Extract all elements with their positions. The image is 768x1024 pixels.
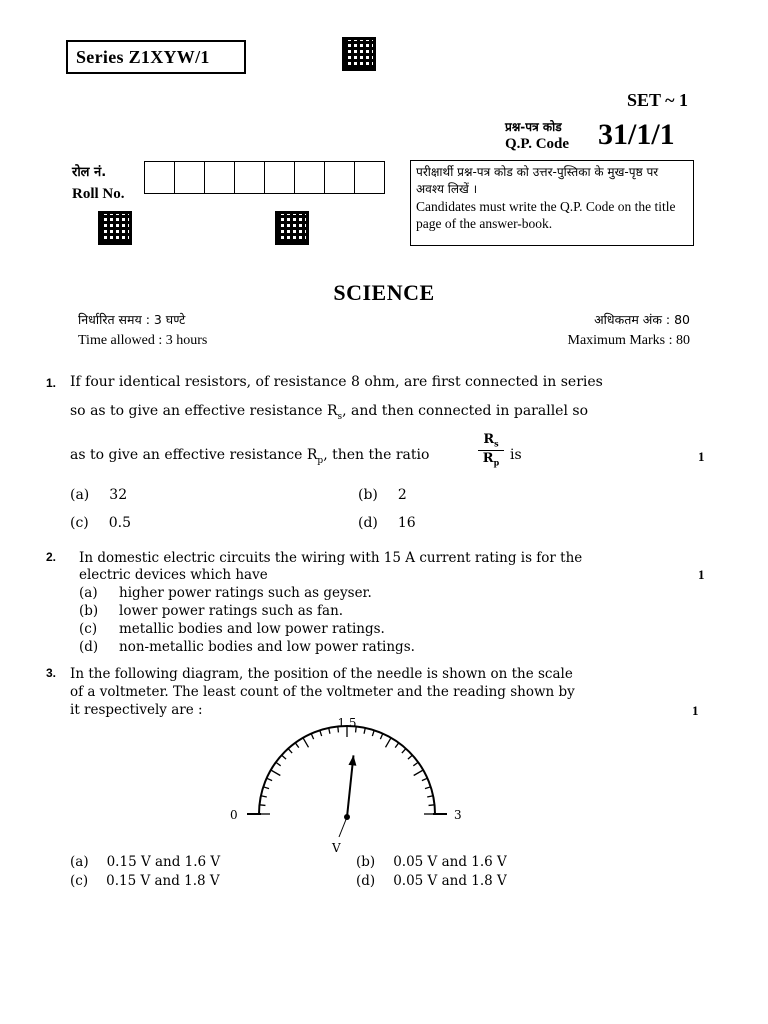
roll-digit-box[interactable]: [235, 162, 265, 193]
scale-tick: [276, 762, 281, 766]
instruction-note-english: Candidates must write the Q.P. Code on the title page of the answer-book.: [416, 199, 676, 231]
question-text: it respectively are :: [70, 702, 203, 718]
voltmeter-scale: [247, 726, 447, 837]
scale-tick: [380, 734, 382, 739]
option-b: (b) lower power ratings such as fan.: [79, 603, 344, 619]
scale-tick: [364, 728, 365, 734]
unit-label: V: [332, 841, 341, 855]
scale-tick: [303, 738, 309, 748]
roll-digit-box[interactable]: [205, 162, 235, 193]
roll-digit-box[interactable]: [145, 162, 175, 193]
scale-tick: [425, 787, 431, 789]
max-marks-hindi: अधिकतम अंक : 80: [594, 312, 690, 327]
option-a: (a) higher power ratings such as geyser.: [79, 585, 372, 601]
question-text: If four identical resistors, of resistance 8 ohm, are first connected in series: [70, 374, 603, 390]
option-b: (b) 2: [358, 487, 407, 503]
qr-code-icon: [275, 211, 309, 245]
time-allowed-hindi: निर्धारित समय : 3 घण्टे: [78, 312, 186, 327]
roll-digit-box[interactable]: [175, 162, 205, 193]
scale-tick: [288, 749, 292, 753]
max-marks: Maximum Marks : 80: [567, 333, 690, 348]
question-text: electric devices which have: [79, 567, 268, 583]
roll-digit-box[interactable]: [325, 162, 355, 193]
question-text: In domestic electric circuits the wiring with 15 A current rating is for the: [79, 550, 583, 566]
unit-pointer-line: [339, 817, 347, 837]
option-c: (c) 0.5: [70, 515, 132, 531]
subject-title: SCIENCE: [333, 280, 435, 305]
roll-digit-box[interactable]: [295, 162, 325, 193]
scale-tick: [413, 762, 418, 766]
scale-tick: [395, 743, 399, 748]
scale-tick: [282, 755, 286, 759]
question-text: as to give an effective resistance $R_p$, then the ratio: [70, 447, 430, 466]
scale-tick: [386, 738, 392, 748]
scale-tick: [414, 770, 424, 776]
scale-tick: [422, 778, 427, 780]
scale-min-label: 0: [230, 808, 238, 822]
series-box: Series Z1XYW/1: [66, 40, 246, 74]
set-label: SET ~ 1: [626, 90, 688, 110]
question-text: of a voltmeter. The least count of the voltmeter and the reading shown by: [70, 684, 575, 700]
option-a: (a) 32: [70, 487, 128, 503]
scale-tick: [408, 755, 412, 759]
marks-label: 1: [698, 567, 705, 582]
voltmeter-diagram: [220, 712, 480, 862]
scale-tick: [311, 734, 313, 739]
roll-number-boxes[interactable]: [144, 161, 385, 194]
instruction-note: [410, 160, 694, 246]
scale-tick: [267, 778, 272, 780]
question-text: so as to give an effective resistance $R_s$, and then connected in parallel so: [70, 403, 589, 422]
scale-tick: [402, 749, 406, 753]
option-c: (c) metallic bodies and low power ratings.: [79, 621, 385, 637]
scale-tick: [427, 796, 433, 797]
scale-arc: [259, 726, 435, 814]
ratio-fraction: $R_s$ $R_p$: [478, 432, 504, 467]
scale-tick: [259, 805, 265, 806]
instruction-note-hindi: परीक्षार्थी प्रश्न-पत्र कोड को उत्तर-पुस्तिका के मुख-पृष्ठ पर अवश्य लिखें ।: [416, 165, 659, 196]
time-allowed: Time allowed : 3 hours: [78, 333, 208, 348]
marks-label: 1: [692, 703, 699, 718]
scale-tick: [372, 730, 374, 736]
qr-code-icon: [342, 37, 376, 71]
question-number: 2.: [46, 550, 57, 564]
qp-code-hindi-label: प्रश्न-पत्र कोड: [505, 120, 562, 134]
qp-code-label: Q.P. Code: [505, 136, 570, 152]
scale-tick: [429, 805, 435, 806]
question-number: 1.: [46, 376, 57, 390]
option-d: (d) non-metallic bodies and low power ratings.: [79, 639, 415, 655]
option-a: (a) 0.15 V and 1.6 V: [70, 854, 221, 870]
question-text: is: [510, 447, 522, 463]
scale-tick: [271, 770, 281, 776]
qr-code-icon: [98, 211, 132, 245]
qp-code: 31/1/1: [598, 118, 675, 151]
option-d: (d) 16: [358, 515, 416, 531]
question-text: In the following diagram, the position of the needle is shown on the scale: [70, 666, 573, 682]
scale-tick: [295, 743, 299, 748]
option-b: (b) 0.05 V and 1.6 V: [356, 854, 507, 870]
scale-max-label: 3: [454, 808, 462, 822]
option-d: (d) 0.05 V and 1.8 V: [356, 873, 507, 889]
marks-label: 1: [698, 449, 705, 464]
scale-tick: [263, 787, 269, 789]
roll-digit-box[interactable]: [355, 162, 384, 193]
scale-mid-label: 1.5: [337, 716, 357, 730]
question-number: 3.: [46, 666, 57, 680]
scale-tick: [261, 796, 267, 797]
option-c: (c) 0.15 V and 1.8 V: [70, 873, 220, 889]
scale-tick: [329, 728, 330, 734]
roll-number-hindi-label: रोल नं.: [72, 165, 107, 180]
roll-number-label: Roll No.: [72, 186, 125, 202]
scale-tick: [320, 730, 322, 736]
roll-digit-box[interactable]: [265, 162, 295, 193]
